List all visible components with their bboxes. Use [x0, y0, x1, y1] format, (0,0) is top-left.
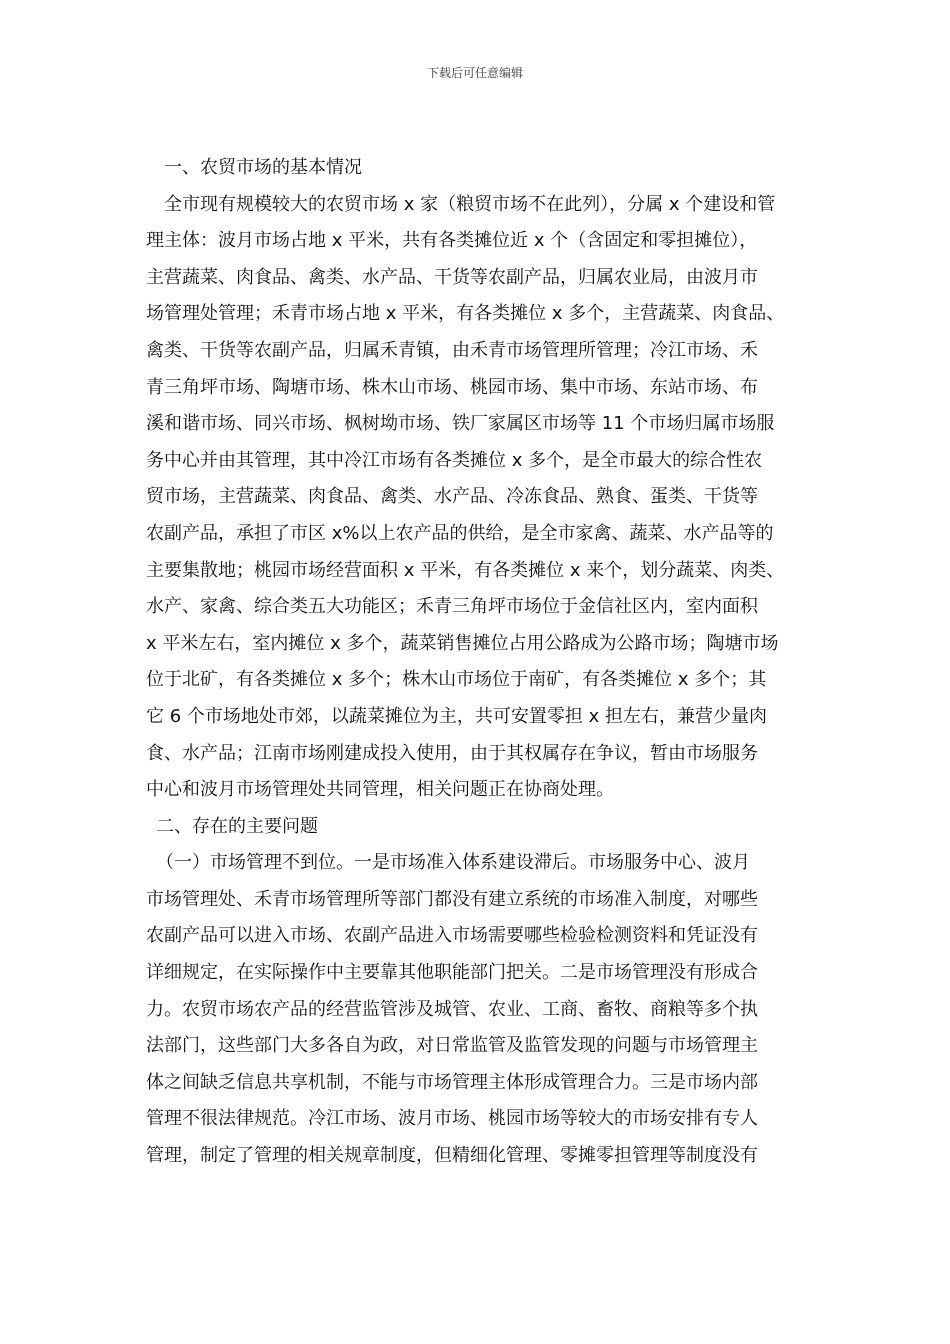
paragraph-line: （一）市场管理不到位。一是市场准入体系建设滞后。市场服务中心、波月	[156, 852, 750, 874]
paragraph-line: 法部门，这些部门大多各自为政，对日常监管及监管发现的问题与市场管理主	[146, 1035, 758, 1057]
paragraph-line: 主营蔬菜、肉食品、禽类、水产品、干货等农副产品，归属农业局，由波月市	[146, 266, 758, 288]
paragraph-line: 禽类、干货等农副产品，归属禾青镇，由禾青市场管理所管理；冷江市场、禾	[146, 339, 758, 361]
paragraph-line: 青三角坪市场、陶塘市场、株木山市场、桃园市场、集中市场、东站市场、布	[146, 376, 758, 398]
paragraph-line: x 平米左右，室内摊位 x 多个，蔬菜销售摊位占用公路成为公路市场；陶塘市场	[146, 632, 779, 654]
paragraph-line: 详细规定，在实际操作中主要靠其他职能部门把关。二是市场管理没有形成合	[146, 962, 758, 984]
paragraph-line: 它 6 个市场地处市郊，以蔬菜摊位为主，共可安置零担 x 担左右，兼营少量肉	[146, 705, 767, 727]
paragraph-line: 水产、家禽、综合类五大功能区；禾青三角坪市场位于金信社区内，室内面积	[146, 596, 758, 618]
paragraph-line: 农副产品可以进入市场、农副产品进入市场需要哪些检验检测资料和凭证没有	[146, 925, 758, 947]
section-heading-main-problems: 二、存在的主要问题	[156, 815, 318, 837]
paragraph-line: 力。农贸市场农产品的经营监管涉及城管、农业、工商、畜牧、商粮等多个执	[146, 998, 758, 1020]
paragraph-line: 贸市场，主营蔬菜、肉食品、禽类、水产品、冷冻食品、熟食、蛋类、干货等	[146, 486, 758, 508]
section-heading-basic-situation: 一、农贸市场的基本情况	[164, 157, 362, 178]
paragraph-line: 务中心并由其管理，其中冷江市场有各类摊位 x 多个，是全市最大的综合性农	[146, 449, 763, 471]
document-body	[146, 150, 826, 1175]
paragraph-line: 主要集散地；桃园市场经营面积 x 平米，有各类摊位 x 来个，划分蔬菜、肉类、	[146, 559, 785, 581]
paragraph-line: 农副产品，承担了市区 x%以上农产品的供给，是全市家禽、蔬菜、水产品等的	[146, 522, 774, 544]
paragraph-line: 管理，制定了管理的相关规章制度，但精细化管理、零摊零担管理等制度没有	[146, 1145, 758, 1167]
paragraph-line: 溪和谐市场、同兴市场、枫树坳市场、铁厂家属区市场等 11 个市场归属市场服	[146, 413, 775, 435]
paragraph-line: 体之间缺乏信息共享机制，不能与市场管理主体形成管理合力。三是市场内部	[146, 1071, 758, 1093]
paragraph-line: 市场管理处、禾青市场管理所等部门都没有建立系统的市场准入制度，对哪些	[146, 888, 758, 910]
paragraph-line: 全市现有规模较大的农贸市场 x 家（粮贸市场不在此列），分属 x 个建设和管	[164, 193, 776, 215]
paragraph-line: 位于北矿，有各类摊位 x 多个；株木山市场位于南矿，有各类摊位 x 多个；其	[146, 669, 767, 691]
paragraph-line: 食、水产品；江南市场刚建成投入使用，由于其权属存在争议，暂由市场服务	[146, 742, 758, 764]
paragraph-line: 管理不很法律规范。冷江市场、波月市场、桃园市场等较大的市场安排有专人	[146, 1108, 758, 1130]
page-header-note: 下载后可任意编辑	[426, 66, 523, 80]
paragraph-line: 中心和波月市场管理处共同管理，相关问题正在协商处理。	[146, 779, 614, 801]
paragraph-line: 场管理处管理；禾青市场占地 x 平米，有各类摊位 x 多个，主营蔬菜、肉食品、	[146, 303, 785, 325]
paragraph-line: 理主体：波月市场占地 x 平米，共有各类摊位近 x 个（含固定和零担摊位），	[146, 230, 758, 252]
